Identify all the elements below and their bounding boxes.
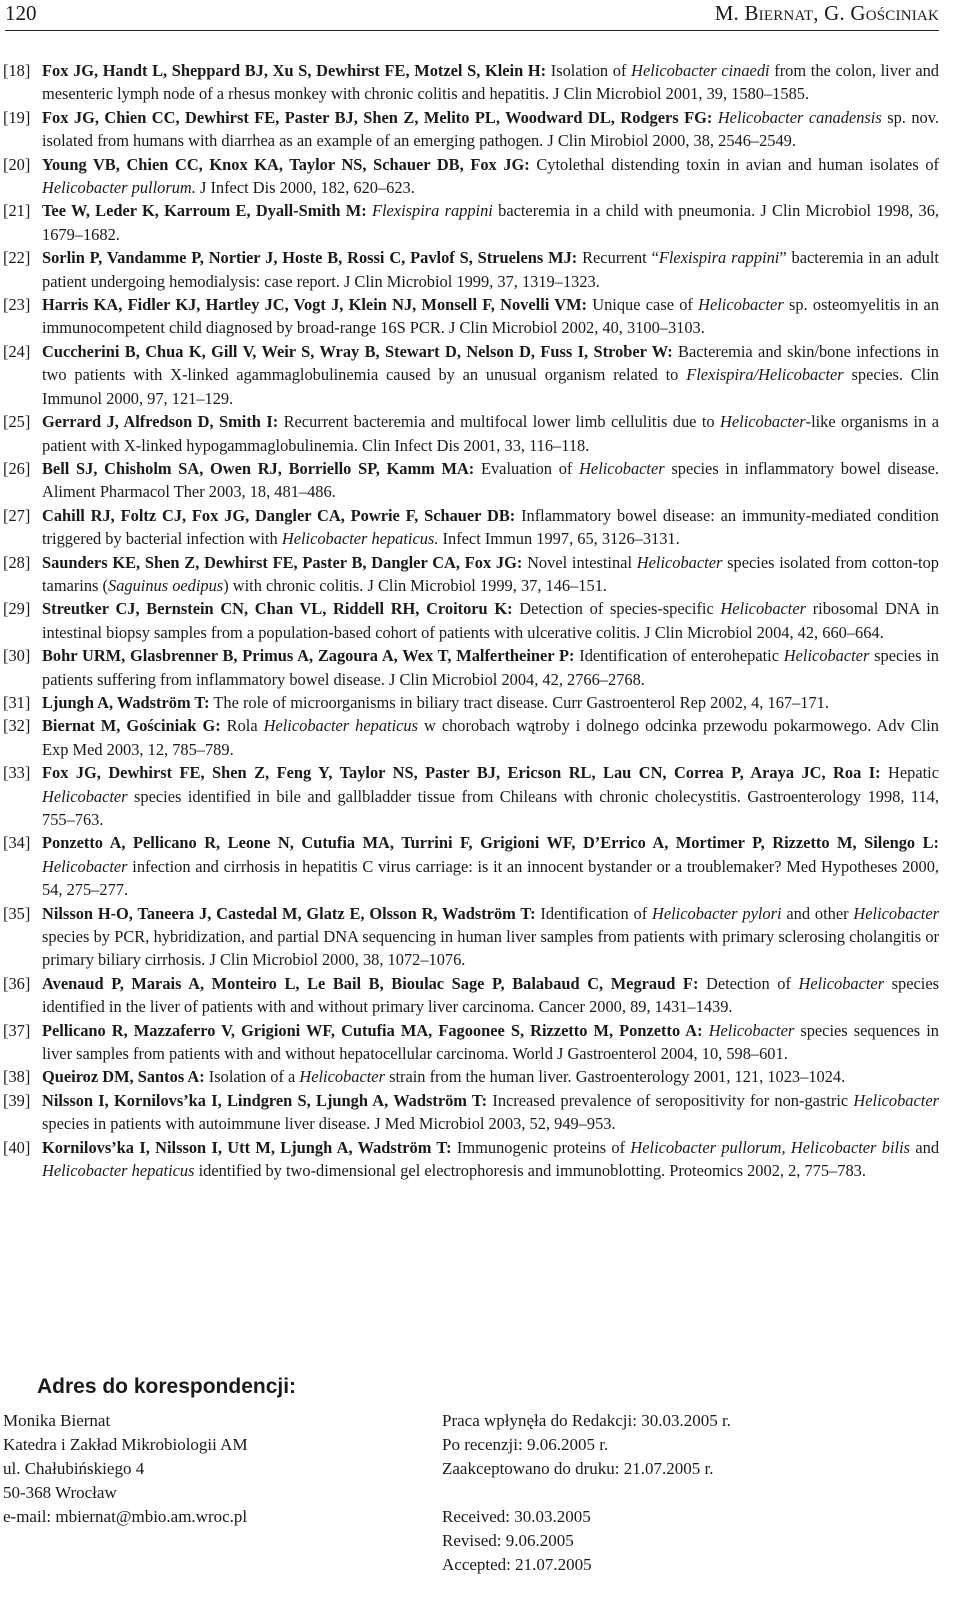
reference-text: Hepatic [880, 763, 939, 783]
reference-number: [21] [3, 201, 31, 221]
address-line: ul. Chałubińskiego 4 [3, 1459, 145, 1478]
reference-item [3, 691, 939, 714]
reference-number: [37] [3, 1020, 31, 1040]
reference-text: and [910, 1137, 940, 1157]
reference-taxon: Helicobacter [708, 1020, 795, 1040]
reference-item [3, 457, 939, 504]
date-line-pl: Po recenzji: 9.06.2005 r. [442, 1435, 609, 1454]
running-header [5, 0, 939, 31]
reference-taxon: Helicobacter [798, 973, 885, 993]
date-line-en: Received: 30.03.2005 [442, 1507, 591, 1526]
date-line-en: Revised: 9.06.2005 [442, 1531, 574, 1550]
submission-dates [442, 1409, 922, 1577]
reference-text: bacteremia in a child with pneumonia. J Clin Microbiol 1998, 36, 1679–1682. [42, 201, 939, 244]
reference-text: w chorobach wątroby i dolnego odcinka przewodu pokarmowego. Adv Clin Exp Med 2003, 12, 785–789. [42, 716, 939, 759]
address-line: 50-368 Wrocław [3, 1483, 117, 1502]
reference-number: [35] [3, 903, 31, 923]
reference-taxon: Helicobacter [720, 412, 806, 432]
reference-authors: Fox JG, Handt L, Sheppard BJ, Xu S, Dewhirst FE, Motzel S, Klein H: [42, 61, 547, 80]
address-line: Katedra i Zakład Mikrobiologii AM [3, 1435, 248, 1454]
reference-item [3, 831, 939, 901]
reference-text: Immunogenic proteins of [451, 1137, 631, 1157]
date-line-pl: Zaakceptowano do druku: 21.07.2005 r. [442, 1459, 714, 1478]
reference-number: [29] [3, 599, 31, 619]
reference-taxon: Flexispira/Helicobacter [686, 365, 844, 385]
reference-number: [34] [3, 833, 31, 853]
reference-item [3, 59, 939, 106]
reference-authors: Pellicano R, Mazzaferro V, Grigioni WF, Cutufia MA, Fagoonee S, Rizzetto M, Ponzetto A: [42, 1020, 703, 1040]
reference-taxon: Helicobacter [42, 786, 128, 806]
reference-text: Unique case of [587, 295, 699, 315]
reference-authors: Cahill RJ, Foltz CJ, Fox JG, Dangler CA, Powrie F, Schauer DB: [42, 505, 516, 525]
reference-taxon: Flexispira rappini [371, 201, 493, 221]
reference-text: strain from the human liver. Gastroenterology 2001, 121, 1023–1024. [384, 1067, 846, 1087]
reference-number: [32] [3, 716, 31, 736]
reference-taxon: Helicobacter [853, 903, 939, 923]
reference-number: [39] [3, 1090, 31, 1110]
reference-item [3, 340, 939, 410]
reference-text: species isolated from cotton-top tamarins ( [42, 552, 940, 595]
reference-number: [38] [3, 1067, 31, 1087]
reference-taxon: Helicobacter [698, 295, 784, 315]
reference-authors: Bell SJ, Chisholm SA, Owen RJ, Borriello SP, Kamm MA: [42, 458, 475, 478]
reference-authors: Queiroz DM, Santos A: [42, 1067, 205, 1087]
reference-number: [26] [3, 458, 31, 478]
reference-number: [18] [3, 61, 31, 80]
reference-taxon: Helicobacter canadensis [717, 107, 882, 127]
reference-item [3, 1089, 939, 1136]
reference-text: Rola [220, 716, 264, 736]
reference-item [3, 972, 939, 1019]
reference-taxon: Helicobacter [853, 1090, 939, 1110]
reference-taxon: Helicobacter pullorum [630, 1137, 782, 1157]
date-spacer [442, 1481, 922, 1505]
reference-text: sp. nov. isolated from humans with diarrhea as an example of an emerging pathogen. J Clin Mirobiol 2000, 38, 2546–2549. [42, 107, 939, 151]
reference-item [3, 761, 939, 831]
reference-text: The role of microorganisms in biliary tract disease. Curr Gastroenterol Rep 2002, 4, 167–171. [209, 692, 829, 712]
reference-item [3, 1136, 939, 1183]
date-line-en: Accepted: 21.07.2005 [442, 1555, 592, 1574]
reference-text: Isolation of [546, 61, 632, 80]
reference-number: [40] [3, 1137, 31, 1157]
reference-taxon: Helicobacter pullorum. [42, 178, 196, 198]
reference-text: Cytolethal distending toxin in avian and human isolates of [529, 154, 939, 174]
reference-number: [19] [3, 107, 31, 127]
reference-item [3, 551, 939, 598]
reference-authors: Gerrard J, Alfredson D, Smith I: [42, 412, 279, 432]
reference-text: species. Clin Immunol 2000, 97, 121–129. [42, 365, 939, 408]
reference-taxon: Helicobacter cinaedi [631, 61, 770, 80]
reference-text: J Infect Dis 2000, 182, 620–623. [195, 178, 415, 198]
reference-authors: Fox JG, Chien CC, Dewhirst FE, Paster BJ, Shen Z, Melito PL, Woodward DL, Rodgers FG: [42, 107, 713, 127]
reference-taxon: Helicobacter [720, 599, 807, 619]
reference-item [3, 644, 939, 691]
reference-list [3, 59, 939, 1183]
reference-number: [31] [3, 692, 31, 712]
reference-item [3, 1019, 939, 1066]
reference-taxon: Helicobacter hepaticus [42, 1161, 195, 1181]
reference-authors: Tee W, Leder K, Karroum E, Dyall-Smith M: [42, 201, 367, 221]
reference-text: Recurrent bacteremia and multifocal lower limb cellulitis due to [278, 412, 721, 432]
reference-taxon: Helicobacter hepaticus. [281, 529, 439, 549]
reference-text: Infect Immun 1997, 65, 3126–3131. [438, 529, 680, 549]
reference-authors: Nilsson I, Kornilovs’ka I, Lindgren S, Ljungh A, Wadström T: [42, 1090, 488, 1110]
reference-text: Isolation of a [204, 1067, 300, 1087]
reference-authors: Kornilovs’ka I, Nilsson I, Utt M, Ljungh A, Wadström T: [42, 1137, 452, 1157]
reference-item [3, 106, 939, 153]
reference-text: ) with chronic colitis. J Clin Microbiol 1999, 37, 146–151. [223, 575, 607, 595]
date-line-pl: Praca wpłynęła do Redakcji: 30.03.2005 r. [442, 1411, 731, 1430]
reference-taxon: Helicobacter pylori [652, 903, 782, 923]
reference-text: Detection of [698, 973, 799, 993]
reference-taxon: Flexispira rappini [658, 248, 780, 268]
reference-item [3, 1065, 939, 1088]
reference-taxon: Helicobacter [579, 458, 665, 478]
reference-number: [22] [3, 248, 31, 268]
reference-text: species by PCR, hybridization, and partial DNA sequencing in human liver samples from patients with primary sclerosing cholangitis or primary biliary cirrhosis. J Clin Microbiol 2000, 38, 1072–1076. [42, 927, 939, 970]
running-header-authors: M. Biernat, G. Gościniak [714, 1, 939, 25]
reference-text: sp. osteomyelitis in an immunocompetent child diagnosed by broad-range 16S PCR. J Clin Microbiol 2002, 40, 3100–3103. [42, 295, 940, 338]
reference-authors: Bohr URM, Glasbrenner B, Primus A, Zagoura A, Wex T, Malfertheiner P: [42, 646, 575, 666]
reference-text: infection and cirrhosis in hepatitis C virus carriage: is it an innocent bystander or a troublemaker? Med Hypotheses 2000, 54, 275–277. [42, 856, 939, 900]
reference-item [3, 902, 939, 972]
reference-text: , [781, 1137, 791, 1157]
page-number: 120 [5, 1, 37, 25]
reference-authors: Harris KA, Fidler KJ, Hartley JC, Vogt J, Klein NJ, Monsell F, Novelli VM: [42, 295, 588, 315]
reference-authors: Avenaud P, Marais A, Monteiro L, Le Bail B, Bioulac Sage P, Balabaud C, Megraud F: [42, 973, 699, 993]
correspondence-address [3, 1409, 433, 1529]
reference-authors: Ljungh A, Wadström T: [42, 692, 210, 712]
reference-authors: Biernat M, Gościniak G: [42, 716, 221, 736]
reference-text: Novel intestinal [522, 552, 637, 572]
reference-text: species identified in the liver of patients with and without primary liver carcinoma. Cancer 2000, 89, 1431–1439. [42, 973, 940, 1017]
reference-number: [24] [3, 341, 31, 361]
reference-text: -like organisms in a patient with X-linked hypogammaglobulinemia. Clin Infect Dis 2001, 33, 116–118. [42, 412, 939, 455]
reference-authors: Nilsson H-O, Taneera J, Castedal M, Glatz E, Olsson R, Wadström T: [42, 903, 536, 923]
reference-text: Recurrent “ [577, 248, 659, 268]
reference-number: [33] [3, 763, 31, 783]
reference-text: Inflammatory bowel disease: an immunity-mediated condition triggered by bacterial infection with [42, 505, 939, 549]
reference-text: species in patients suffering from inflammatory bowel disease. J Clin Microbiol 2004, 42, 2766–2768. [42, 646, 939, 689]
reference-text: Identification of [535, 903, 652, 923]
reference-number: [28] [3, 552, 31, 572]
address-line: Monika Biernat [3, 1411, 111, 1430]
reference-taxon: Helicobacter bilis [790, 1137, 911, 1157]
reference-item [3, 293, 939, 340]
email-text: e-mail: mbiernat@mbio.am.wroc.pl [3, 1507, 248, 1526]
reference-authors: Streutker CJ, Bernstein CN, Chan VL, Riddell RH, Croitoru K: [42, 599, 513, 619]
reference-item [3, 714, 939, 761]
reference-item [3, 246, 939, 293]
correspondence-title: Adres do korespondencji: [37, 1375, 297, 1398]
reference-text: Bacteremia and skin/bone infections in two patients with X-linked agammaglobulinemia caused by an unusual organism related to [42, 341, 940, 385]
reference-item [3, 199, 939, 246]
reference-item [3, 153, 939, 200]
reference-authors: Fox JG, Dewhirst FE, Shen Z, Feng Y, Taylor NS, Paster BJ, Ericson RL, Lau CN, Correa P, Araya JC, Roa I: [42, 763, 881, 783]
reference-taxon: Helicobacter [636, 552, 723, 572]
reference-item [3, 504, 939, 551]
reference-taxon: Helicobacter [42, 856, 128, 876]
reference-number: [20] [3, 154, 31, 174]
reference-text: Detection of species-specific [512, 599, 721, 619]
reference-text: species in patients with autoimmune liver disease. J Med Microbiol 2003, 52, 949–953. [42, 1114, 616, 1134]
reference-taxon: Helicobacter [299, 1067, 385, 1087]
reference-text: Evaluation of [474, 458, 580, 478]
reference-number: [36] [3, 973, 31, 993]
reference-text: species in inflammatory bowel disease. Aliment Pharmacol Ther 2003, 18, 481–486. [42, 458, 940, 502]
reference-text: species sequences in liver samples from patients with and without hepatocellular carcinoma. World J Gastroenterol 2004, 10, 598–601. [42, 1020, 939, 1064]
reference-item [3, 410, 939, 457]
reference-text: Increased prevalence of seropositivity for non-gastric [487, 1090, 854, 1110]
reference-item [3, 597, 939, 644]
reference-number: [23] [3, 295, 31, 315]
reference-number: [27] [3, 505, 31, 525]
reference-taxon: Helicobacter [783, 646, 870, 666]
reference-text: and other [781, 903, 854, 923]
reference-text: ribosomal DNA in intestinal biopsy samples from a population-based cohort of patients with ulcerative colitis. J Clin Microbiol 2004, 42, 660–664. [42, 599, 940, 642]
reference-taxon: Helicobacter hepaticus [263, 716, 418, 736]
reference-authors: Sorlin P, Vandamme P, Nortier J, Hoste B, Rossi C, Pavlof S, Struelens MJ: [42, 248, 578, 268]
reference-text: identified by two-dimensional gel electrophoresis and immunoblotting. Proteomics 2002, 2, 775–783. [194, 1161, 866, 1181]
reference-text: Identification of enterohepatic [574, 646, 784, 666]
reference-authors: Young VB, Chien CC, Knox KA, Taylor NS, Schauer DB, Fox JG: [42, 154, 530, 174]
reference-authors: Cuccherini B, Chua K, Gill V, Weir S, Wray B, Stewart D, Nelson D, Fuss I, Strober W: [42, 341, 673, 361]
reference-number: [25] [3, 412, 31, 432]
reference-number: [30] [3, 646, 31, 666]
reference-text: ” bacteremia in an adult patient undergoing hemodialysis: case report. J Clin Microbiol 1999, 37, 1319–1323. [42, 248, 939, 291]
reference-authors: Ponzetto A, Pellicano R, Leone N, Cutufia MA, Turrini F, Grigioni WF, D’Errico A, Mortimer P, Rizzetto M, Silengo L: [42, 833, 939, 853]
reference-taxon: Saguinus oedipus [108, 575, 224, 595]
reference-text: species identified in bile and gallbladder tissue from Chileans with chronic cholecystitis. Gastroenterology 1998, 114, 755–763. [42, 786, 939, 829]
reference-authors: Saunders KE, Shen Z, Dewhirst FE, Paster B, Dangler CA, Fox JG: [42, 552, 523, 572]
reference-text: from the colon, liver and mesenteric lymph node of a rhesus monkey with chronic colitis and hepatitis. J Clin Microbiol 2001, 39, 1580–1585. [42, 61, 939, 104]
